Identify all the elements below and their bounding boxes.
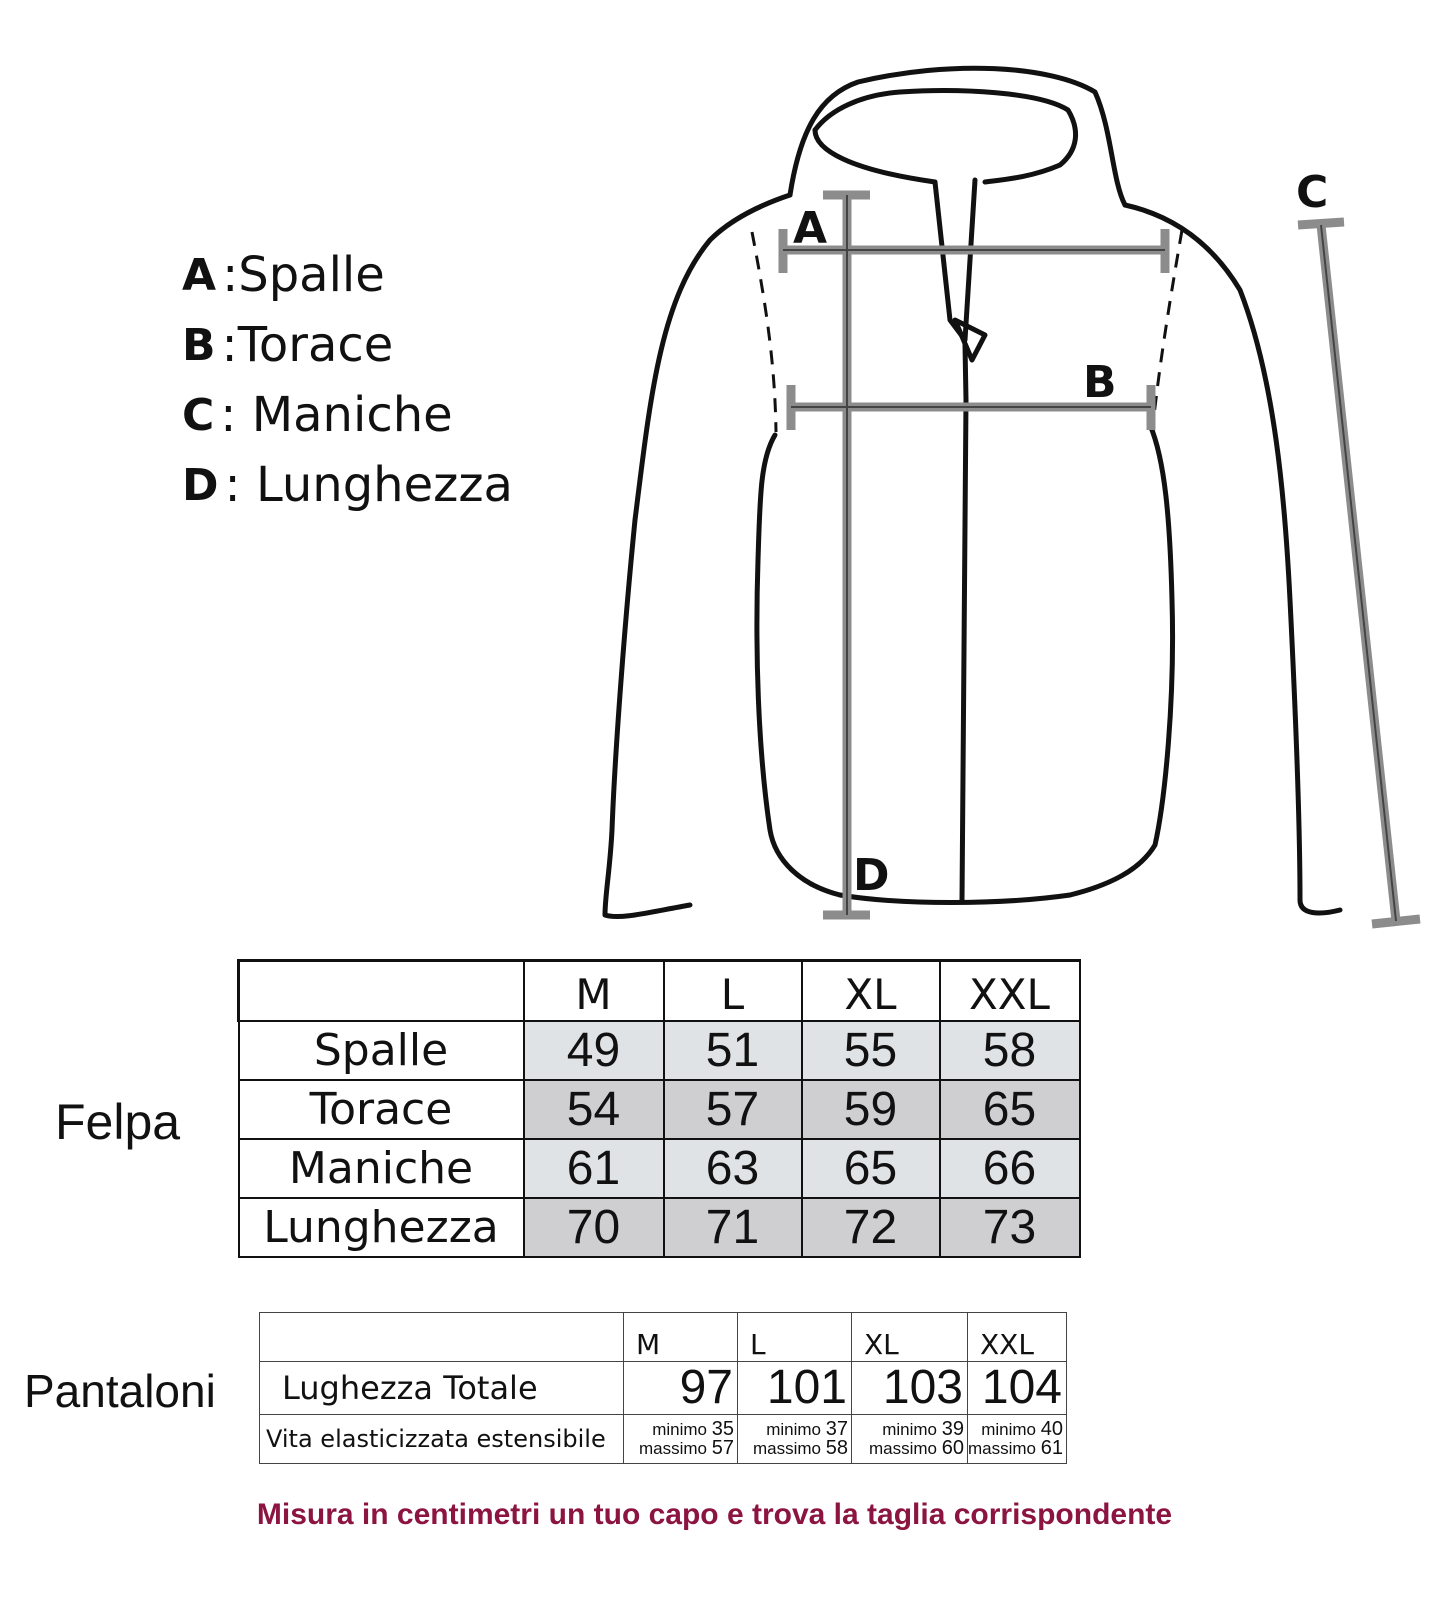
legend-key: D	[182, 459, 219, 511]
waist-min-value: 37	[825, 1418, 848, 1440]
pantaloni-corner-cell	[260, 1313, 624, 1362]
felpa-value: 49	[524, 1021, 664, 1080]
felpa-value: 65	[802, 1139, 940, 1198]
felpa-value: 51	[664, 1021, 802, 1080]
felpa-size-m: M	[524, 961, 664, 1022]
legend-label: : Maniche	[220, 387, 453, 443]
felpa-value: 66	[940, 1139, 1080, 1198]
pantaloni-size-l: L	[738, 1313, 852, 1362]
pantaloni-length-value: 103	[852, 1362, 968, 1415]
waist-max-label: massimo	[968, 1439, 1037, 1458]
marker-d: D	[853, 850, 890, 901]
pantaloni-length-value: 104	[968, 1362, 1067, 1415]
felpa-value: 70	[524, 1198, 664, 1257]
felpa-row-lunghezza	[239, 1198, 1080, 1257]
felpa-value: 71	[664, 1198, 802, 1257]
felpa-size-l: L	[664, 961, 802, 1022]
legend-key: B	[182, 319, 216, 371]
pantaloni-size-xxl: XXL	[968, 1313, 1067, 1362]
legend-label: :Torace	[221, 317, 394, 373]
left-body	[757, 435, 840, 895]
pantaloni-row-length	[260, 1362, 1067, 1415]
felpa-value: 58	[940, 1021, 1080, 1080]
pantaloni-waist-cell	[624, 1415, 738, 1464]
waist-min-value: 40	[1040, 1418, 1063, 1440]
waist-max-label: massimo	[753, 1439, 822, 1458]
pantaloni-label: Pantaloni	[24, 1365, 216, 1417]
felpa-value: 72	[802, 1198, 940, 1257]
zipper-line	[962, 345, 966, 900]
waist-max-label: massimo	[639, 1439, 708, 1458]
waist-min-value: 35	[711, 1418, 734, 1440]
waist-max-value: 58	[825, 1437, 848, 1459]
felpa-value: 73	[940, 1198, 1080, 1257]
zipper-pull	[955, 320, 985, 360]
felpa-header-row	[239, 961, 1080, 1022]
felpa-row-torace	[239, 1080, 1080, 1139]
waist-max-value: 60	[941, 1437, 964, 1459]
waist-min-label: minimo	[981, 1420, 1037, 1439]
marker-b: B	[1083, 357, 1117, 408]
pantaloni-size-xl: XL	[852, 1313, 968, 1362]
felpa-row-label: Torace	[239, 1080, 524, 1139]
measure-c-cap-top	[1298, 222, 1344, 225]
pantaloni-size-table	[259, 1312, 1067, 1464]
felpa-corner-cell	[239, 961, 524, 1022]
pantaloni-length-label: Lughezza Totale	[260, 1362, 624, 1415]
felpa-value: 55	[802, 1021, 940, 1080]
felpa-row-label: Lunghezza	[239, 1198, 524, 1257]
pantaloni-waist-cell	[852, 1415, 968, 1464]
right-body	[1070, 425, 1173, 895]
legend-key: A	[182, 249, 217, 301]
felpa-row-spalle	[239, 1021, 1080, 1080]
pantaloni-size-m: M	[624, 1313, 738, 1362]
felpa-row-maniche	[239, 1139, 1080, 1198]
legend-key: C	[182, 389, 215, 441]
waist-max-value: 61	[1040, 1437, 1063, 1459]
waist-max-value: 57	[711, 1437, 734, 1459]
felpa-value: 57	[664, 1080, 802, 1139]
felpa-row-label: Spalle	[239, 1021, 524, 1080]
marker-c: C	[1296, 167, 1329, 218]
right-sleeve	[1125, 205, 1340, 913]
felpa-size-xxl: XXL	[940, 961, 1080, 1022]
waist-min-label: minimo	[882, 1420, 938, 1439]
pantaloni-waist-cell	[738, 1415, 852, 1464]
pantaloni-waist-label: Vita elasticizzata estensibile	[260, 1415, 624, 1464]
legend-label: :Spalle	[222, 247, 385, 303]
hood-opening	[815, 91, 1076, 182]
pantaloni-length-value: 97	[624, 1362, 738, 1415]
pantaloni-waist-cell	[968, 1415, 1067, 1464]
waist-min-label: minimo	[766, 1420, 822, 1439]
felpa-value: 61	[524, 1139, 664, 1198]
left-seam	[752, 232, 776, 432]
felpa-size-xl: XL	[802, 961, 940, 1022]
waist-max-label: massimo	[869, 1439, 938, 1458]
felpa-row-label: Maniche	[239, 1139, 524, 1198]
marker-a: A	[793, 203, 828, 254]
pantaloni-header-row	[260, 1313, 1067, 1362]
pantaloni-row-waist	[260, 1415, 1067, 1464]
felpa-label: Felpa	[55, 1094, 181, 1150]
left-sleeve	[605, 195, 790, 917]
waist-min-value: 39	[941, 1418, 964, 1440]
felpa-value: 63	[664, 1139, 802, 1198]
legend-label: : Lunghezza	[224, 457, 513, 513]
footer-note: Misura in centimetri un tuo capo e trova la taglia corrispondente	[256, 1498, 1173, 1531]
felpa-value: 59	[802, 1080, 940, 1139]
collar-v	[935, 180, 975, 340]
pantaloni-length-value: 101	[738, 1362, 852, 1415]
felpa-value: 54	[524, 1080, 664, 1139]
felpa-value: 65	[940, 1080, 1080, 1139]
waist-min-label: minimo	[652, 1420, 708, 1439]
felpa-size-table	[237, 959, 1081, 1258]
